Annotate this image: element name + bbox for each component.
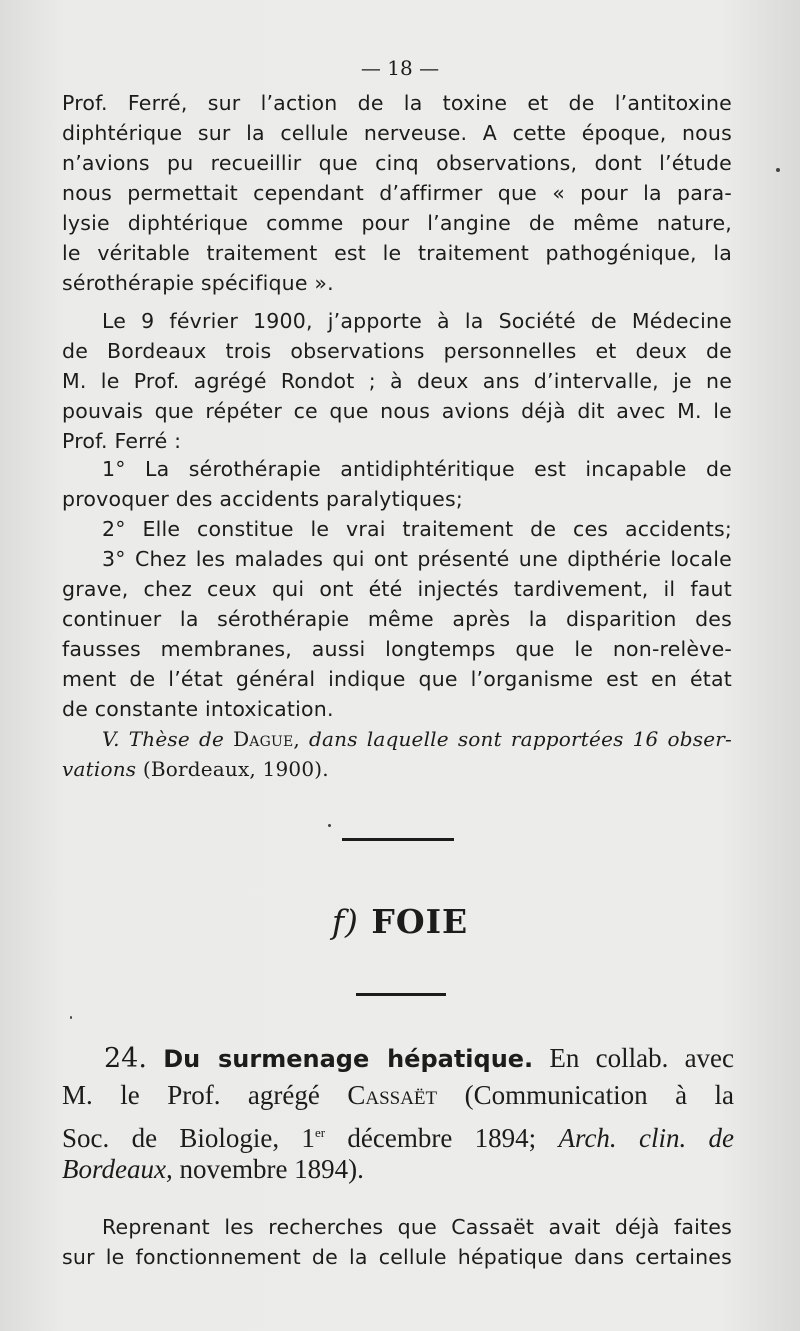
- text-line: [62, 724, 732, 754]
- text-line: nous permettait cependant d’affirmer que « pour la para-: [62, 181, 732, 205]
- divider-bottom: [356, 993, 446, 996]
- text-line: provoquer des accidents paralytiques;: [62, 487, 463, 511]
- note-v: V.: [102, 727, 120, 751]
- paragraph-closing: [62, 1212, 732, 1272]
- heading-letter: f): [331, 902, 359, 941]
- divider-top: [342, 838, 454, 841]
- text-line: fausses membranes, aussi longtemps que le non-relève-: [62, 637, 732, 661]
- text-line: grave, chez ceux qui ont été injectés tardivement, il faut: [62, 577, 732, 601]
- paragraph-ferre: [62, 88, 732, 298]
- text-line: 2° Elle constitue le vrai traitement de ces accidents;: [102, 517, 732, 541]
- text-line: n’avions pu recueillir que cinq observations, dont l’étude: [62, 151, 732, 175]
- entry-text: décembre 1894;: [347, 1123, 537, 1153]
- reference-note: [62, 724, 732, 784]
- entry-text: M. le Prof. agrégé: [62, 1080, 320, 1110]
- page-number: — 18 —: [360, 56, 440, 80]
- entry-title: Du surmenage hépatique.: [163, 1045, 534, 1073]
- ink-speck: [776, 168, 780, 172]
- bibliography-entry: [62, 1040, 734, 1188]
- ink-speck: [70, 1016, 72, 1019]
- note-rest: dans laquelle sont rapportées 16 obser-: [309, 727, 732, 751]
- entry-journal: Bordeaux,: [62, 1154, 173, 1184]
- entry-number: 24.: [104, 1043, 147, 1074]
- text-line: ment de l’état général indique que l’organisme est en état: [62, 667, 732, 691]
- text-line: Reprenant les recherches que Cassaët avait déjà faites: [102, 1215, 732, 1239]
- text-line: 3° Chez les malades qui ont présenté une dipthérie locale: [102, 547, 732, 571]
- text-line: [62, 1040, 734, 1077]
- text-line: 1° La sérothérapie antidiphtéritique est incapable de: [102, 457, 732, 481]
- entry-text: Soc. de Biologie, 1: [62, 1123, 315, 1153]
- entry-text: novembre 1894).: [179, 1154, 364, 1184]
- heading-title: FOIE: [371, 902, 469, 941]
- text-line: pouvais que répéter ce que nous avions déjà dit avec M. le: [62, 399, 732, 423]
- list-item-1: [62, 454, 732, 514]
- text-line: Le 9 février 1900, j’apporte à la Société de Médecine: [102, 309, 732, 333]
- text-line: continuer la sérothérapie même après la disparition des: [62, 607, 732, 631]
- note-date: (Bordeaux, 1900).: [142, 757, 329, 781]
- note-author: Dague,: [233, 727, 300, 751]
- entry-text: (Communication à la: [464, 1080, 735, 1110]
- text-line: de constante intoxication.: [62, 697, 334, 721]
- note-these: Thèse de: [128, 727, 225, 751]
- ink-speck: [328, 824, 331, 827]
- text-line: [62, 1114, 734, 1151]
- text-line: diphtérique sur la cellule nerveuse. A cette époque, nous: [62, 121, 732, 145]
- text-line: de Bordeaux trois observations personnelles et deux de: [62, 339, 732, 363]
- entry-journal: Arch. clin. de: [558, 1123, 735, 1153]
- text-line: [62, 1151, 734, 1188]
- note-vations: vations: [62, 757, 137, 781]
- entry-text: En collab. avec: [549, 1043, 735, 1073]
- text-line: Prof. Ferré, sur l’action de la toxine et de l’antitoxine: [62, 91, 732, 115]
- text-line: M. le Prof. agrégé Rondot ; à deux ans d’intervalle, je ne: [62, 369, 732, 393]
- list-item-3: [62, 544, 732, 724]
- text-line: le véritable traitement est le traitement pathogénique, la: [62, 241, 732, 265]
- text-line: [62, 754, 732, 784]
- text-line: Prof. Ferré :: [62, 429, 182, 453]
- text-line: lysie diphtérique comme pour l’angine de même nature,: [62, 211, 732, 235]
- paragraph-bordeaux: [62, 306, 732, 456]
- text-line: [62, 1077, 734, 1114]
- entry-superscript: er: [314, 1125, 326, 1140]
- list-item-2: [62, 514, 732, 544]
- entry-author: Cassaët: [347, 1080, 438, 1110]
- text-line: sur le fonctionnement de la cellule hépatique dans certaines: [62, 1245, 732, 1269]
- text-line: sérothérapie spécifique ».: [62, 271, 334, 295]
- section-heading: [0, 902, 800, 941]
